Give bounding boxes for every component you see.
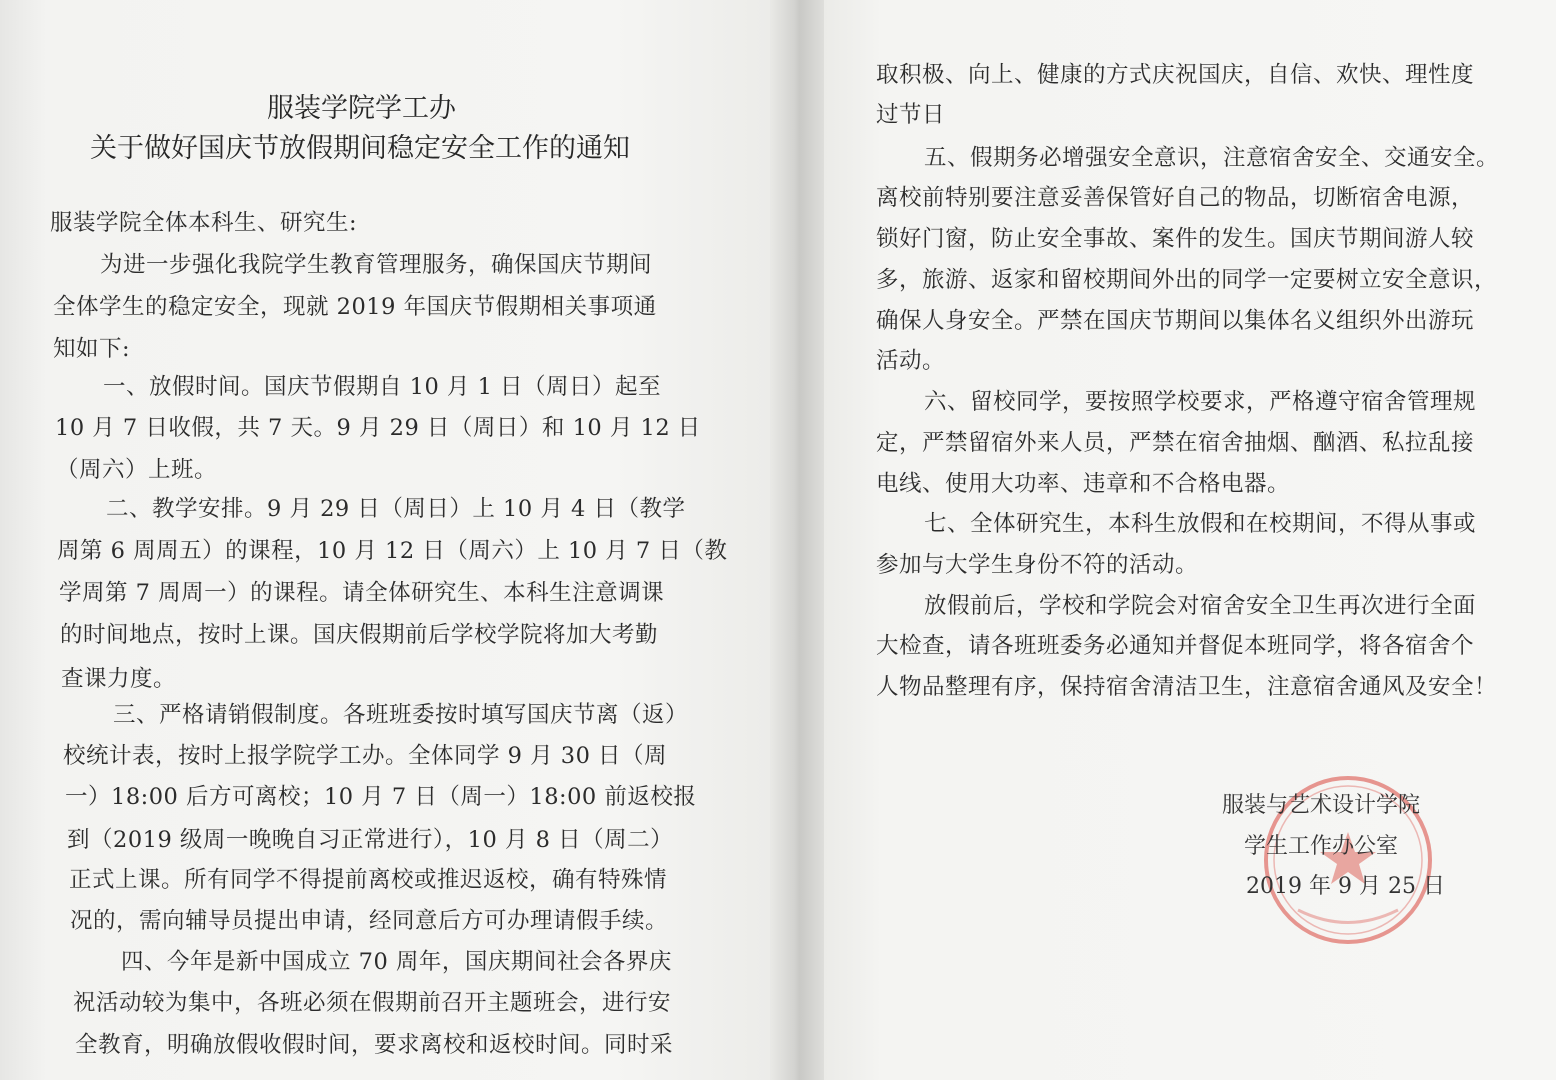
signature-office: 学生工作办公室 — [1244, 834, 1399, 859]
body-line: 的时间地点，按时上课。国庆假期前后学校学院将加大考勤 — [60, 622, 659, 648]
body-line: 到（2019 级周一晚晚自习正常进行），10 月 8 日（周二） — [67, 827, 674, 853]
body-line: 三、严格请销假制度。各班班委按时填写国庆节离（返） — [113, 702, 689, 728]
body-line: 七、全体研究生，本科生放假和在校期间，不得从事或 — [924, 511, 1477, 537]
body-line: 参加与大学生身份不符的活动。 — [876, 552, 1199, 578]
body-line: 校统计表，按时上报学院学工办。全体同学 9 月 30 日（周 — [63, 743, 668, 769]
body-line: 活动。 — [876, 348, 946, 374]
body-line: 确保人身安全。严禁在国庆节期间以集体名义组织外出游玩 — [876, 308, 1475, 334]
notice-title-line2: 关于做好国庆节放假期间稳定安全工作的通知 — [90, 133, 630, 164]
body-line: 定，严禁留宿外来人员，严禁在宿舍抽烟、酗酒、私拉乱接 — [876, 430, 1475, 456]
body-line: 全教育，明确放假收假时间，要求离校和返校时间。同时采 — [75, 1032, 674, 1058]
body-line: 祝活动较为集中，各班必须在假期前召开主题班会，进行安 — [73, 990, 672, 1016]
body-line: 过节日 — [876, 102, 946, 128]
body-line: 二、教学安排。9 月 29 日（周日）上 10 月 4 日（教学 — [106, 496, 686, 522]
body-line: 人物品整理有序，保持宿舍清洁卫生，注意宿舍通风及安全！ — [876, 674, 1498, 700]
body-line: 为进一步强化我院学生教育管理服务，确保国庆节期间 — [100, 252, 653, 278]
notice-title-line1: 服装学院学工办 — [267, 93, 456, 124]
body-line: （周六）上班。 — [56, 457, 218, 483]
body-line: 五、假期务必增强安全意识，注意宿舍安全、交通安全。 — [924, 145, 1500, 171]
signature-org: 服装与艺术设计学院 — [1222, 793, 1421, 818]
body-line: 正式上课。所有同学不得提前离校或推迟返校，确有特殊情 — [69, 867, 668, 893]
body-line: 况的，需向辅导员提出申请，经同意后方可办理请假手续。 — [70, 908, 669, 934]
body-line: 一、放假时间。国庆节假期自 10 月 1 日（周日）起至 — [103, 374, 662, 400]
body-line: 电线、使用大功率、违章和不合格电器。 — [876, 471, 1291, 497]
signature-date: 2019 年 9 月 25 日 — [1246, 874, 1445, 899]
body-line: 四、今年是新中国成立 70 周年，国庆期间社会各界庆 — [121, 949, 672, 975]
body-line: 六、留校同学，要按照学校要求，严格遵守宿舍管理规 — [924, 389, 1477, 415]
body-line: 查课力度。 — [61, 666, 177, 692]
book-gutter — [770, 0, 824, 1080]
body-line: 离校前特别要注意妥善保管好自己的物品，切断宿舍电源， — [876, 185, 1475, 211]
body-line: 放假前后，学校和学院会对宿舍安全卫生再次进行全面 — [924, 593, 1477, 619]
body-line: 锁好门窗，防止安全事故、案件的发生。国庆节期间游人较 — [876, 226, 1475, 252]
body-line: 多，旅游、返家和留校期间外出的同学一定要树立安全意识， — [876, 267, 1498, 293]
body-line: 大检查，请各班班委务必通知并督促本班同学，将各宿舍个 — [876, 633, 1475, 659]
body-line: 学周第 7 周周一）的课程。请全体研究生、本科生注意调课 — [59, 580, 665, 606]
body-line: 10 月 7 日收假，共 7 天。9 月 29 日（周日）和 10 月 12 日 — [55, 415, 701, 441]
body-line: 一）18:00 后方可离校；10 月 7 日（周一）18:00 前返校报 — [65, 784, 697, 810]
salutation: 服装学院全体本科生、研究生: — [50, 210, 358, 236]
body-line: 知如下: — [53, 336, 131, 362]
body-line: 周第 6 周周五）的课程，10 月 12 日（周六）上 10 月 7 日（教 — [57, 538, 728, 564]
body-line: 取积极、向上、健康的方式庆祝国庆，自信、欢快、理性度 — [876, 62, 1475, 88]
body-line: 全体学生的稳定安全，现就 2019 年国庆节假期相关事项通 — [53, 294, 657, 320]
